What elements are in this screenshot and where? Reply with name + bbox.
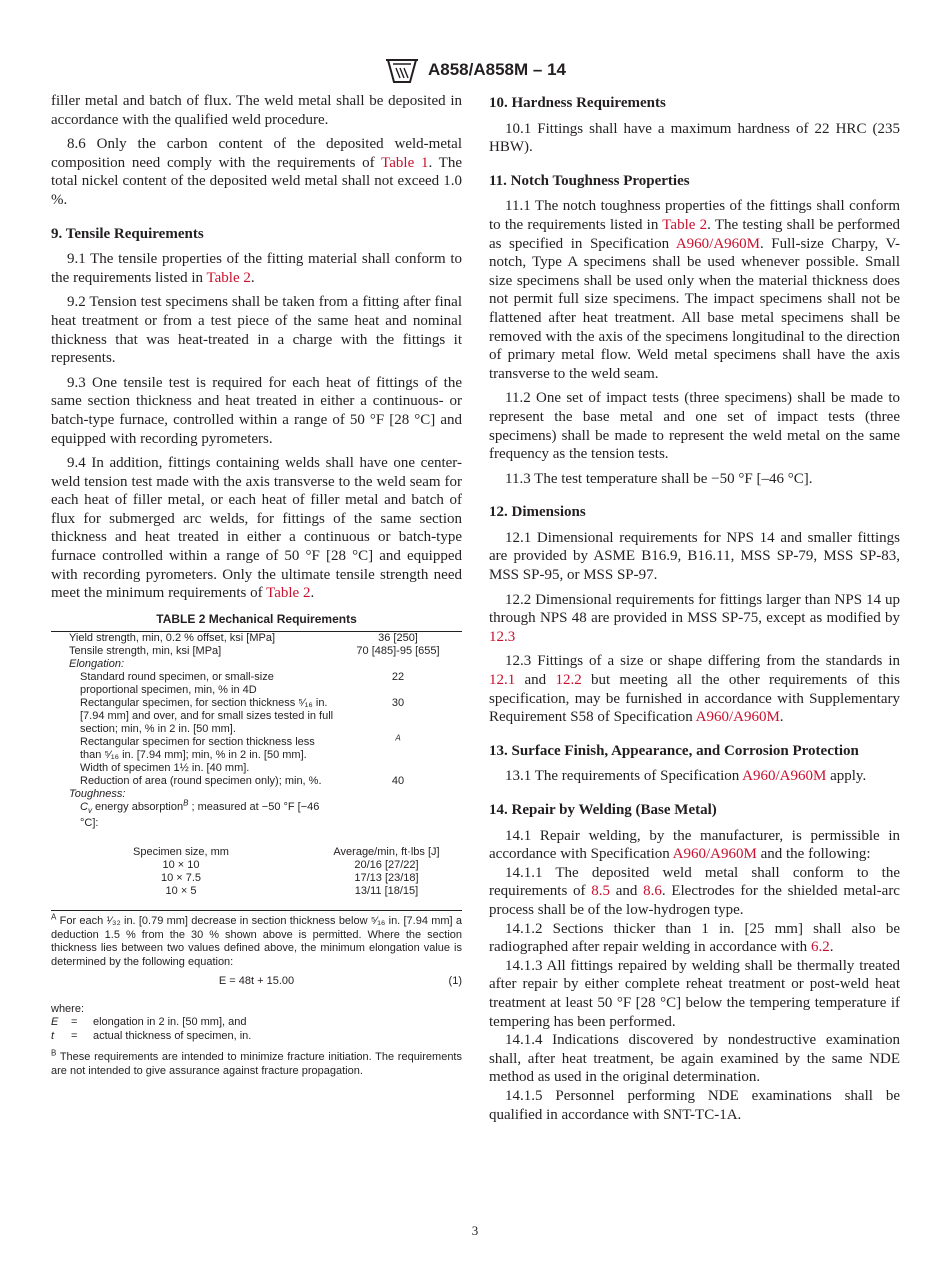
table-row: Elongation: <box>69 657 125 670</box>
paragraph-14-1-5: 14.1.5 Personnel performing NDE examinations shall be qualified in accordance with SNT-TC-1A. <box>489 1087 900 1123</box>
paragraph-11-2: 11.2 One set of impact tests (three specimens) shall be made to represent the base metal and one set of impact tests (three specimens) shall be made to represent the weld metal on the same frequency as the tension tests. <box>489 390 900 463</box>
page-header <box>0 56 950 84</box>
table-row: Toughness: <box>69 787 126 800</box>
table-row: 10 × 10 20/16 [27/22] <box>162 859 419 872</box>
a960-link[interactable]: A960/A960M <box>675 235 760 252</box>
table-row: Yield strength, min, 0.2 % offset, ksi [MPa] 36 [250] <box>69 631 418 644</box>
footnote-a: $^A$ For each ¹⁄₃₂ in. [0.79 mm] decrease in section thickness below ⁵⁄₁₆ in. [7.94 mm] a deduction 1.5 % from the 30 % shown above is permitted. Where the section thickness lies between two values defined above, the minimum elongation value is determined by the following equation: <box>51 912 462 968</box>
paragraph-9-3: 9.3 One tensile test is required for each heat of fittings of the same section thickness and heat treated in either a continuous- or batch-type furnace, controlled within a range of 50 °F [28 °C] and equipped with recording pyrometers. <box>51 374 462 447</box>
paragraph-14-1-3: 14.1.3 All fittings repaired by welding shall be thermally treated after repair by either complete reheat treatment or post-weld heat treatment at least 50 °F [28 °C] below the tempering temperature if tempering has been performed. <box>489 957 900 1030</box>
table-title: TABLE 2 Mechanical Requirements <box>156 611 357 626</box>
table-row: Reduction of area (round specimen only); min, %. 40 <box>80 774 405 787</box>
document-designation: A858/A858M – 14 <box>428 60 566 79</box>
paragraph-11-1: 11.1 The notch toughness properties of the fittings shall conform to the requirements listed in Table 2. The testing shall be performed as specified in Specification A960/A960M. Full-size Charpy, V-notch, Type A specimens shall be used whenever possible. Small size specimens shall be used only when the material thickness does not permit full size specimens. The impact specimens shall not be flattened after heat treatment. All base metal specimens shall be removed with the axis of the specimens longitudinal to the direction of primary metal flow. Weld metal specimens shall have the axis transverse to the weld seam. <box>489 198 900 382</box>
table-2-link[interactable]: Table 2 <box>266 585 311 602</box>
table-2-mechanical-requirements <box>51 613 462 911</box>
section-6-2-link[interactable]: 6.2 <box>810 939 830 956</box>
footnote-a-mark: A <box>395 733 401 743</box>
definition-e: E = elongation in 2 in. [50 mm], and <box>51 1016 247 1029</box>
definition-t: t = actual thickness of specimen, in. <box>51 1029 252 1042</box>
a960-link[interactable]: A960/A960M <box>672 846 757 863</box>
paragraph-10-1: 10.1 Fittings shall have a maximum hardness of 22 HRC (235 HBW). <box>489 120 900 156</box>
astm-logo-icon <box>384 56 420 84</box>
paragraph-12-1: 12.1 Dimensional requirements for NPS 14 and smaller fittings are provided by ASME B16.9, B16.11, MSS SP-79, MSS SP-83, MSS SP-95, or MSS SP-97. <box>489 529 900 584</box>
equation-number: (1) <box>448 975 462 988</box>
section-9-heading: 9. Tensile Requirements <box>51 225 204 242</box>
paragraph-8-6: 8.6 Only the carbon content of the deposited weld-metal composition need comply with the requirements of Table 1. The total nickel content of the deposited weld metal shall not exceed 1.0 %. <box>51 136 462 208</box>
footnote-b: $^B$ These requirements are intended to minimize fracture initiation. The requirements are not intended to give assurance against fracture propagation. <box>51 1048 462 1077</box>
table-footnotes: $^A$ For each ¹⁄₃₂ in. [0.79 mm] decrease in section thickness below ⁵⁄₁₆ in. [7.94 mm] a deduction 1.5 % from the 30 % shown above is permitted. Where the section thickness lies between two values defined above, the minimum elongation value is determined by the following equation: E = 48t + 15.00 (1) where: E = elongation in 2 in. [50 mm], and t = actual thickness of specimen, in. $^B$ These requirements are intended to minimize fracture initiation. The requirements are not intended to give assurance against fracture propagation. <box>51 912 462 1077</box>
section-12-heading: 12. Dimensions <box>489 504 586 521</box>
a960-link[interactable]: A960/A960M <box>742 768 827 785</box>
table-row: Width of specimen 1½ in. [40 mm]. <box>80 761 250 774</box>
table-2-link[interactable]: Table 2 <box>662 216 708 233</box>
table-row: Rectangular specimen for section thickness less than ⁵⁄₁₆ in. [7.94 mm]; min, % in 2 in. [50 mm]. $^A$ <box>80 733 401 761</box>
section-12-2-link[interactable]: 12.2 <box>555 672 582 689</box>
a960-link[interactable]: A960/A960M <box>695 709 780 726</box>
section-8-6-link[interactable]: 8.6 <box>643 883 662 900</box>
requirements-table <box>51 632 462 830</box>
section-11-heading: 11. Notch Toughness Properties <box>489 172 690 189</box>
paragraph-14-1-4: 14.1.4 Indications discovered by nondestructive examination shall, after heat treatment, be again examined by the same NDE method as used in the original determination. <box>489 1032 900 1086</box>
table-row: Rectangular specimen, for section thickness ⁵⁄₁₆ in. [7.94 mm] and over, and for small sizes tested in full section; min, % in 2 in. [50 mm]. 30 <box>80 696 405 735</box>
paragraph-12-3: 12.3 Fittings of a size or shape differing from the standards in 12.1 and 12.2 but meeting all the other requirements of this specification, may be furnished in accordance with Supplementary Requirement S58 of Specification A960/A960M. <box>489 653 900 726</box>
section-10-heading: 10. Hardness Requirements <box>489 95 666 111</box>
paragraph-12-2: 12.2 Dimensional requirements for fittings larger than NPS 14 up through NPS 48 are provided in MSS SP-75, except as modified by 12.3 <box>489 591 900 645</box>
table-row: $C_v$ energy absorption$^B$ ; measured at −50 °F [−46 °C]: <box>80 798 320 830</box>
section-8-5-link[interactable]: 8.5 <box>591 883 610 900</box>
table-row: 10 × 5 13/11 [18/15] <box>165 885 419 898</box>
table-2-link[interactable]: Table 2 <box>206 269 251 286</box>
equation-1: E = 48t + 15.00 (1) <box>218 975 462 988</box>
table-row: Standard round specimen, or small-size proportional specimen, min, % in 4D 22 <box>80 670 405 696</box>
paragraph-8-5-continued: filler metal and batch of flux. The weld metal shall be deposited in accordance with the qualified weld procedure. <box>51 93 462 128</box>
paragraph-13-1: 13.1 The requirements of Specification A960/A960M apply. <box>505 768 867 785</box>
table-row: Tensile strength, min, ksi [MPa] 70 [485]-95 [655] <box>69 644 440 657</box>
charpy-size-table <box>51 846 462 898</box>
page-number: 3 <box>471 1223 479 1238</box>
paragraph-11-3: 11.3 The test temperature shall be −50 °F [–46 °C]. <box>505 470 813 487</box>
table-header-row: Specimen size, mm Average/min, ft·lbs [J] <box>133 846 440 859</box>
right-column <box>489 92 900 1124</box>
section-13-heading: 13. Surface Finish, Appearance, and Corrosion Protection <box>489 742 859 759</box>
paragraph-9-4: 9.4 In addition, fittings containing welds shall have one center-weld tension test made with the axis transverse to the weld seam for each heat of filler metal, or each heat of filler metal and batch of flux for submerged arc welds, for fittings of the same section thickness and heat treated in either a continuous or batch-type furnace controlled within a range of 50 °F [28 °C] and equipped with recording pyrometers. Only the ultimate tensile strength need meet the minimum requirements of Table 2. <box>51 455 462 602</box>
table-row: 10 × 7.5 17/13 [23/18] <box>160 872 419 885</box>
section-14-heading: 14. Repair by Welding (Base Metal) <box>489 802 717 818</box>
paragraph-14-1: 14.1 Repair welding, by the manufacturer, is permissible in accordance with Specification A960/A960M and the following: <box>489 827 900 863</box>
left-column <box>51 92 462 1082</box>
paragraph-14-1-2: 14.1.2 Sections thicker than 1 in. [25 mm] shall also be radiographed after repair welding in accordance with 6.2. <box>489 920 900 956</box>
paragraph-9-2: 9.2 Tension test specimens shall be taken from a fitting after final heat treatment or from a test piece of the same heat and nominal thickness that was heat-treated in a charge with the fittings it represents. <box>51 294 462 367</box>
section-12-1-link[interactable]: 12.1 <box>489 672 516 689</box>
section-12-3-link[interactable]: 12.3 <box>489 628 516 645</box>
table-1-link[interactable]: Table 1 <box>381 154 429 171</box>
paragraph-14-1-1: 14.1.1 The deposited weld metal shall conform to the requirements of 8.5 and 8.6. Electrodes for the shielded metal-arc process shall be of the low-hydrogen type. <box>489 864 900 918</box>
paragraph-9-1: 9.1 The tensile properties of the fitting material shall conform to the requirements listed in Table 2. <box>51 251 462 286</box>
